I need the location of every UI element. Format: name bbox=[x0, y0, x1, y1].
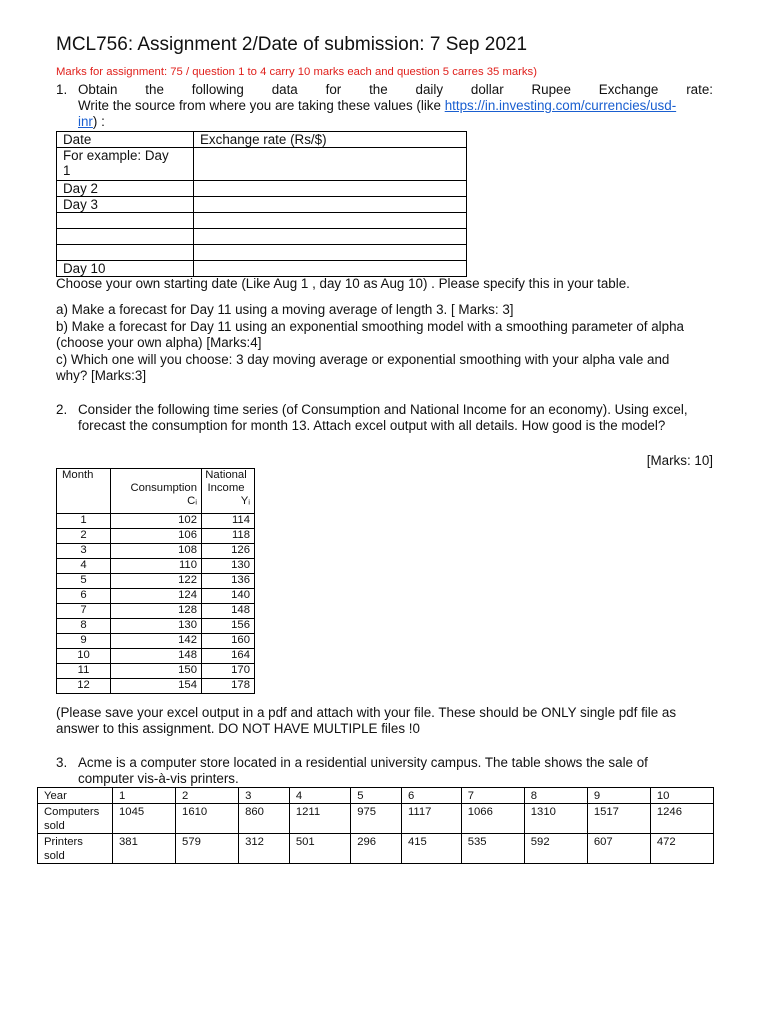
date-cell bbox=[57, 245, 194, 261]
printers-row bbox=[38, 834, 714, 864]
year-row-label-text: Year bbox=[44, 790, 67, 802]
page-title: MCL756: Assignment 2/Date of submission: 7 Sep 2021 bbox=[56, 34, 528, 55]
starting-date-note: Choose your own starting date (Like Aug 1 , day 10 as Aug 10) . Please specify this in your table. bbox=[56, 276, 630, 291]
computers-cell: 1246 bbox=[650, 804, 713, 834]
income-cell: 164 bbox=[202, 649, 255, 664]
income-cell: 118 bbox=[202, 529, 255, 544]
table-row bbox=[57, 213, 467, 229]
date-cell-line2: 1 bbox=[63, 163, 71, 178]
header-income-label: Income bbox=[207, 482, 245, 494]
q1-part-c-line1: c) Which one will you choose: 3 day moving average or exponential smoothing with your alpha vale and bbox=[56, 352, 670, 367]
income-cell: 178 bbox=[202, 679, 255, 694]
header-exchange-rate: Exchange rate (Rs/$) bbox=[194, 132, 467, 148]
year-cell: 9 bbox=[587, 788, 650, 804]
header-income-symbol: Yᵢ bbox=[240, 495, 250, 507]
consumption-cell: 130 bbox=[111, 619, 202, 634]
printers-cell: 579 bbox=[176, 834, 239, 864]
header-consumption bbox=[111, 469, 202, 514]
rate-cell bbox=[194, 181, 467, 197]
consumption-cell: 106 bbox=[111, 529, 202, 544]
computers-cell: 975 bbox=[351, 804, 402, 834]
q1-line2 bbox=[78, 98, 718, 114]
table-row bbox=[57, 649, 255, 664]
table-row bbox=[57, 148, 467, 181]
month-cell: 5 bbox=[57, 574, 111, 589]
q1-line3 bbox=[78, 114, 105, 130]
table-row bbox=[57, 589, 255, 604]
table-row bbox=[57, 679, 255, 694]
q2-note-line2: answer to this assignment. DO NOT HAVE MULTIPLE files !0 bbox=[56, 721, 420, 736]
consumption-cell: 124 bbox=[111, 589, 202, 604]
exchange-rate-table bbox=[56, 131, 467, 277]
consumption-cell: 110 bbox=[111, 559, 202, 574]
q1-line3-text: ) : bbox=[92, 114, 105, 129]
year-cell: 1 bbox=[113, 788, 176, 804]
consumption-cell: 102 bbox=[111, 514, 202, 529]
computers-row-label-text: sold bbox=[44, 820, 65, 832]
date-cell: Day 2 bbox=[57, 181, 194, 197]
printers-cell: 592 bbox=[524, 834, 587, 864]
year-cell: 8 bbox=[524, 788, 587, 804]
computers-row-label-text: Computers bbox=[44, 806, 100, 818]
computers-row bbox=[38, 804, 714, 834]
header-consumption-symbol: Cᵢ bbox=[187, 495, 197, 507]
printers-cell: 535 bbox=[461, 834, 524, 864]
header-consumption-label: Consumption bbox=[130, 482, 197, 494]
date-cell bbox=[57, 229, 194, 245]
rate-cell bbox=[194, 197, 467, 213]
computers-cell: 1066 bbox=[461, 804, 524, 834]
printers-cell: 501 bbox=[289, 834, 350, 864]
year-cell: 6 bbox=[401, 788, 461, 804]
consumption-cell: 150 bbox=[111, 664, 202, 679]
printers-row-label-text: sold bbox=[44, 850, 65, 862]
consumption-cell: 142 bbox=[111, 634, 202, 649]
table-row bbox=[57, 261, 467, 277]
year-row bbox=[38, 788, 714, 804]
date-cell bbox=[57, 213, 194, 229]
income-cell: 156 bbox=[202, 619, 255, 634]
rate-cell bbox=[194, 229, 467, 245]
rate-cell bbox=[194, 213, 467, 229]
header-national-income bbox=[202, 469, 255, 514]
source-link[interactable]: https://in.investing.com/currencies/usd- bbox=[444, 98, 677, 113]
q3-number: 3. bbox=[56, 755, 68, 770]
printers-cell: 607 bbox=[587, 834, 650, 864]
table-header-row bbox=[57, 132, 467, 148]
date-cell: Day 10 bbox=[57, 261, 194, 277]
computer-printer-sales-table bbox=[37, 787, 714, 864]
computers-cell: 1045 bbox=[113, 804, 176, 834]
month-cell: 1 bbox=[57, 514, 111, 529]
computers-cell: 1517 bbox=[587, 804, 650, 834]
consumption-cell: 122 bbox=[111, 574, 202, 589]
computers-cell: 1117 bbox=[401, 804, 461, 834]
table-row bbox=[57, 245, 467, 261]
month-cell: 2 bbox=[57, 529, 111, 544]
q2-marks: [Marks: 10] bbox=[646, 453, 713, 468]
printers-row-label-text: Printers bbox=[44, 836, 83, 848]
table-row bbox=[57, 181, 467, 197]
table-header-row bbox=[57, 469, 255, 514]
table-row bbox=[57, 197, 467, 213]
printers-cell: 381 bbox=[113, 834, 176, 864]
q1-line1: Obtain the following data for the daily dollar Rupee Exchange rate: bbox=[78, 82, 713, 97]
month-cell: 8 bbox=[57, 619, 111, 634]
month-cell: 7 bbox=[57, 604, 111, 619]
year-cell: 2 bbox=[176, 788, 239, 804]
year-cell: 10 bbox=[650, 788, 713, 804]
date-cell: Day 3 bbox=[57, 197, 194, 213]
month-cell: 9 bbox=[57, 634, 111, 649]
q1-part-c-line2: why? [Marks:3] bbox=[56, 368, 147, 383]
month-cell: 10 bbox=[57, 649, 111, 664]
income-cell: 126 bbox=[202, 544, 255, 559]
table-row bbox=[57, 529, 255, 544]
income-cell: 136 bbox=[202, 574, 255, 589]
printers-cell: 312 bbox=[239, 834, 290, 864]
q1-number: 1. bbox=[56, 82, 68, 97]
year-cell: 3 bbox=[239, 788, 290, 804]
printers-row-label bbox=[38, 834, 113, 864]
marks-note: Marks for assignment: 75 / question 1 to 4 carry 10 marks each and question 5 carres 35 marks) bbox=[56, 66, 537, 78]
consumption-cell: 128 bbox=[111, 604, 202, 619]
month-cell: 4 bbox=[57, 559, 111, 574]
printers-cell: 472 bbox=[650, 834, 713, 864]
q1-part-b-line1: b) Make a forecast for Day 11 using an exponential smoothing model with a smoothing parameter of alpha bbox=[56, 319, 684, 334]
consumption-cell: 154 bbox=[111, 679, 202, 694]
printers-cell: 415 bbox=[401, 834, 461, 864]
consumption-cell: 108 bbox=[111, 544, 202, 559]
income-cell: 148 bbox=[202, 604, 255, 619]
rate-cell bbox=[194, 148, 467, 181]
consumption-cell: 148 bbox=[111, 649, 202, 664]
q2-line1: Consider the following time series (of Consumption and National Income for an economy). Using excel, bbox=[78, 402, 688, 417]
computers-cell: 1610 bbox=[176, 804, 239, 834]
q3-line1: Acme is a computer store located in a residential university campus. The table shows the sale of bbox=[78, 755, 648, 770]
computers-cell: 1310 bbox=[524, 804, 587, 834]
income-cell: 160 bbox=[202, 634, 255, 649]
month-cell: 3 bbox=[57, 544, 111, 559]
rate-cell bbox=[194, 261, 467, 277]
income-cell: 130 bbox=[202, 559, 255, 574]
income-cell: 170 bbox=[202, 664, 255, 679]
table-row bbox=[57, 604, 255, 619]
table-row bbox=[57, 574, 255, 589]
computers-cell: 860 bbox=[239, 804, 290, 834]
income-cell: 114 bbox=[202, 514, 255, 529]
sales-rows bbox=[38, 788, 714, 864]
header-date: Date bbox=[57, 132, 194, 148]
source-link-continued[interactable]: inr bbox=[78, 114, 93, 129]
table-row bbox=[57, 559, 255, 574]
header-national-label: National bbox=[205, 469, 247, 481]
q1-line2-text: Write the source from where you are taking these values (like bbox=[78, 98, 445, 113]
date-cell bbox=[57, 148, 194, 181]
table-row bbox=[57, 514, 255, 529]
rate-cell bbox=[194, 245, 467, 261]
year-cell: 5 bbox=[351, 788, 402, 804]
month-cell: 6 bbox=[57, 589, 111, 604]
year-cell: 7 bbox=[461, 788, 524, 804]
consumption-income-table bbox=[56, 468, 255, 694]
header-month: Month bbox=[57, 469, 111, 514]
month-cell: 11 bbox=[57, 664, 111, 679]
computers-cell: 1211 bbox=[289, 804, 350, 834]
computers-row-label bbox=[38, 804, 113, 834]
q3-line2: computer vis-à-vis printers. bbox=[78, 771, 239, 786]
q2-line2: forecast the consumption for month 13. Attach excel output with all details. How good is the model? bbox=[78, 418, 666, 433]
table-row bbox=[57, 619, 255, 634]
year-row-label bbox=[38, 788, 113, 804]
consumption-income-rows bbox=[57, 514, 255, 694]
q1-part-a: a) Make a forecast for Day 11 using a moving average of length 3. [ Marks: 3] bbox=[56, 302, 514, 317]
printers-cell: 296 bbox=[351, 834, 402, 864]
q2-note-line1: (Please save your excel output in a pdf and attach with your file. These should be ONLY single pdf file as bbox=[56, 705, 677, 720]
month-cell: 12 bbox=[57, 679, 111, 694]
year-cell: 4 bbox=[289, 788, 350, 804]
q1-part-b-line2: (choose your own alpha) [Marks:4] bbox=[56, 335, 262, 350]
date-cell-line1: For example: Day bbox=[63, 148, 169, 163]
table-row bbox=[57, 229, 467, 245]
income-cell: 140 bbox=[202, 589, 255, 604]
q2-number: 2. bbox=[56, 402, 68, 417]
table-row bbox=[57, 634, 255, 649]
table-row bbox=[57, 544, 255, 559]
table-row bbox=[57, 664, 255, 679]
